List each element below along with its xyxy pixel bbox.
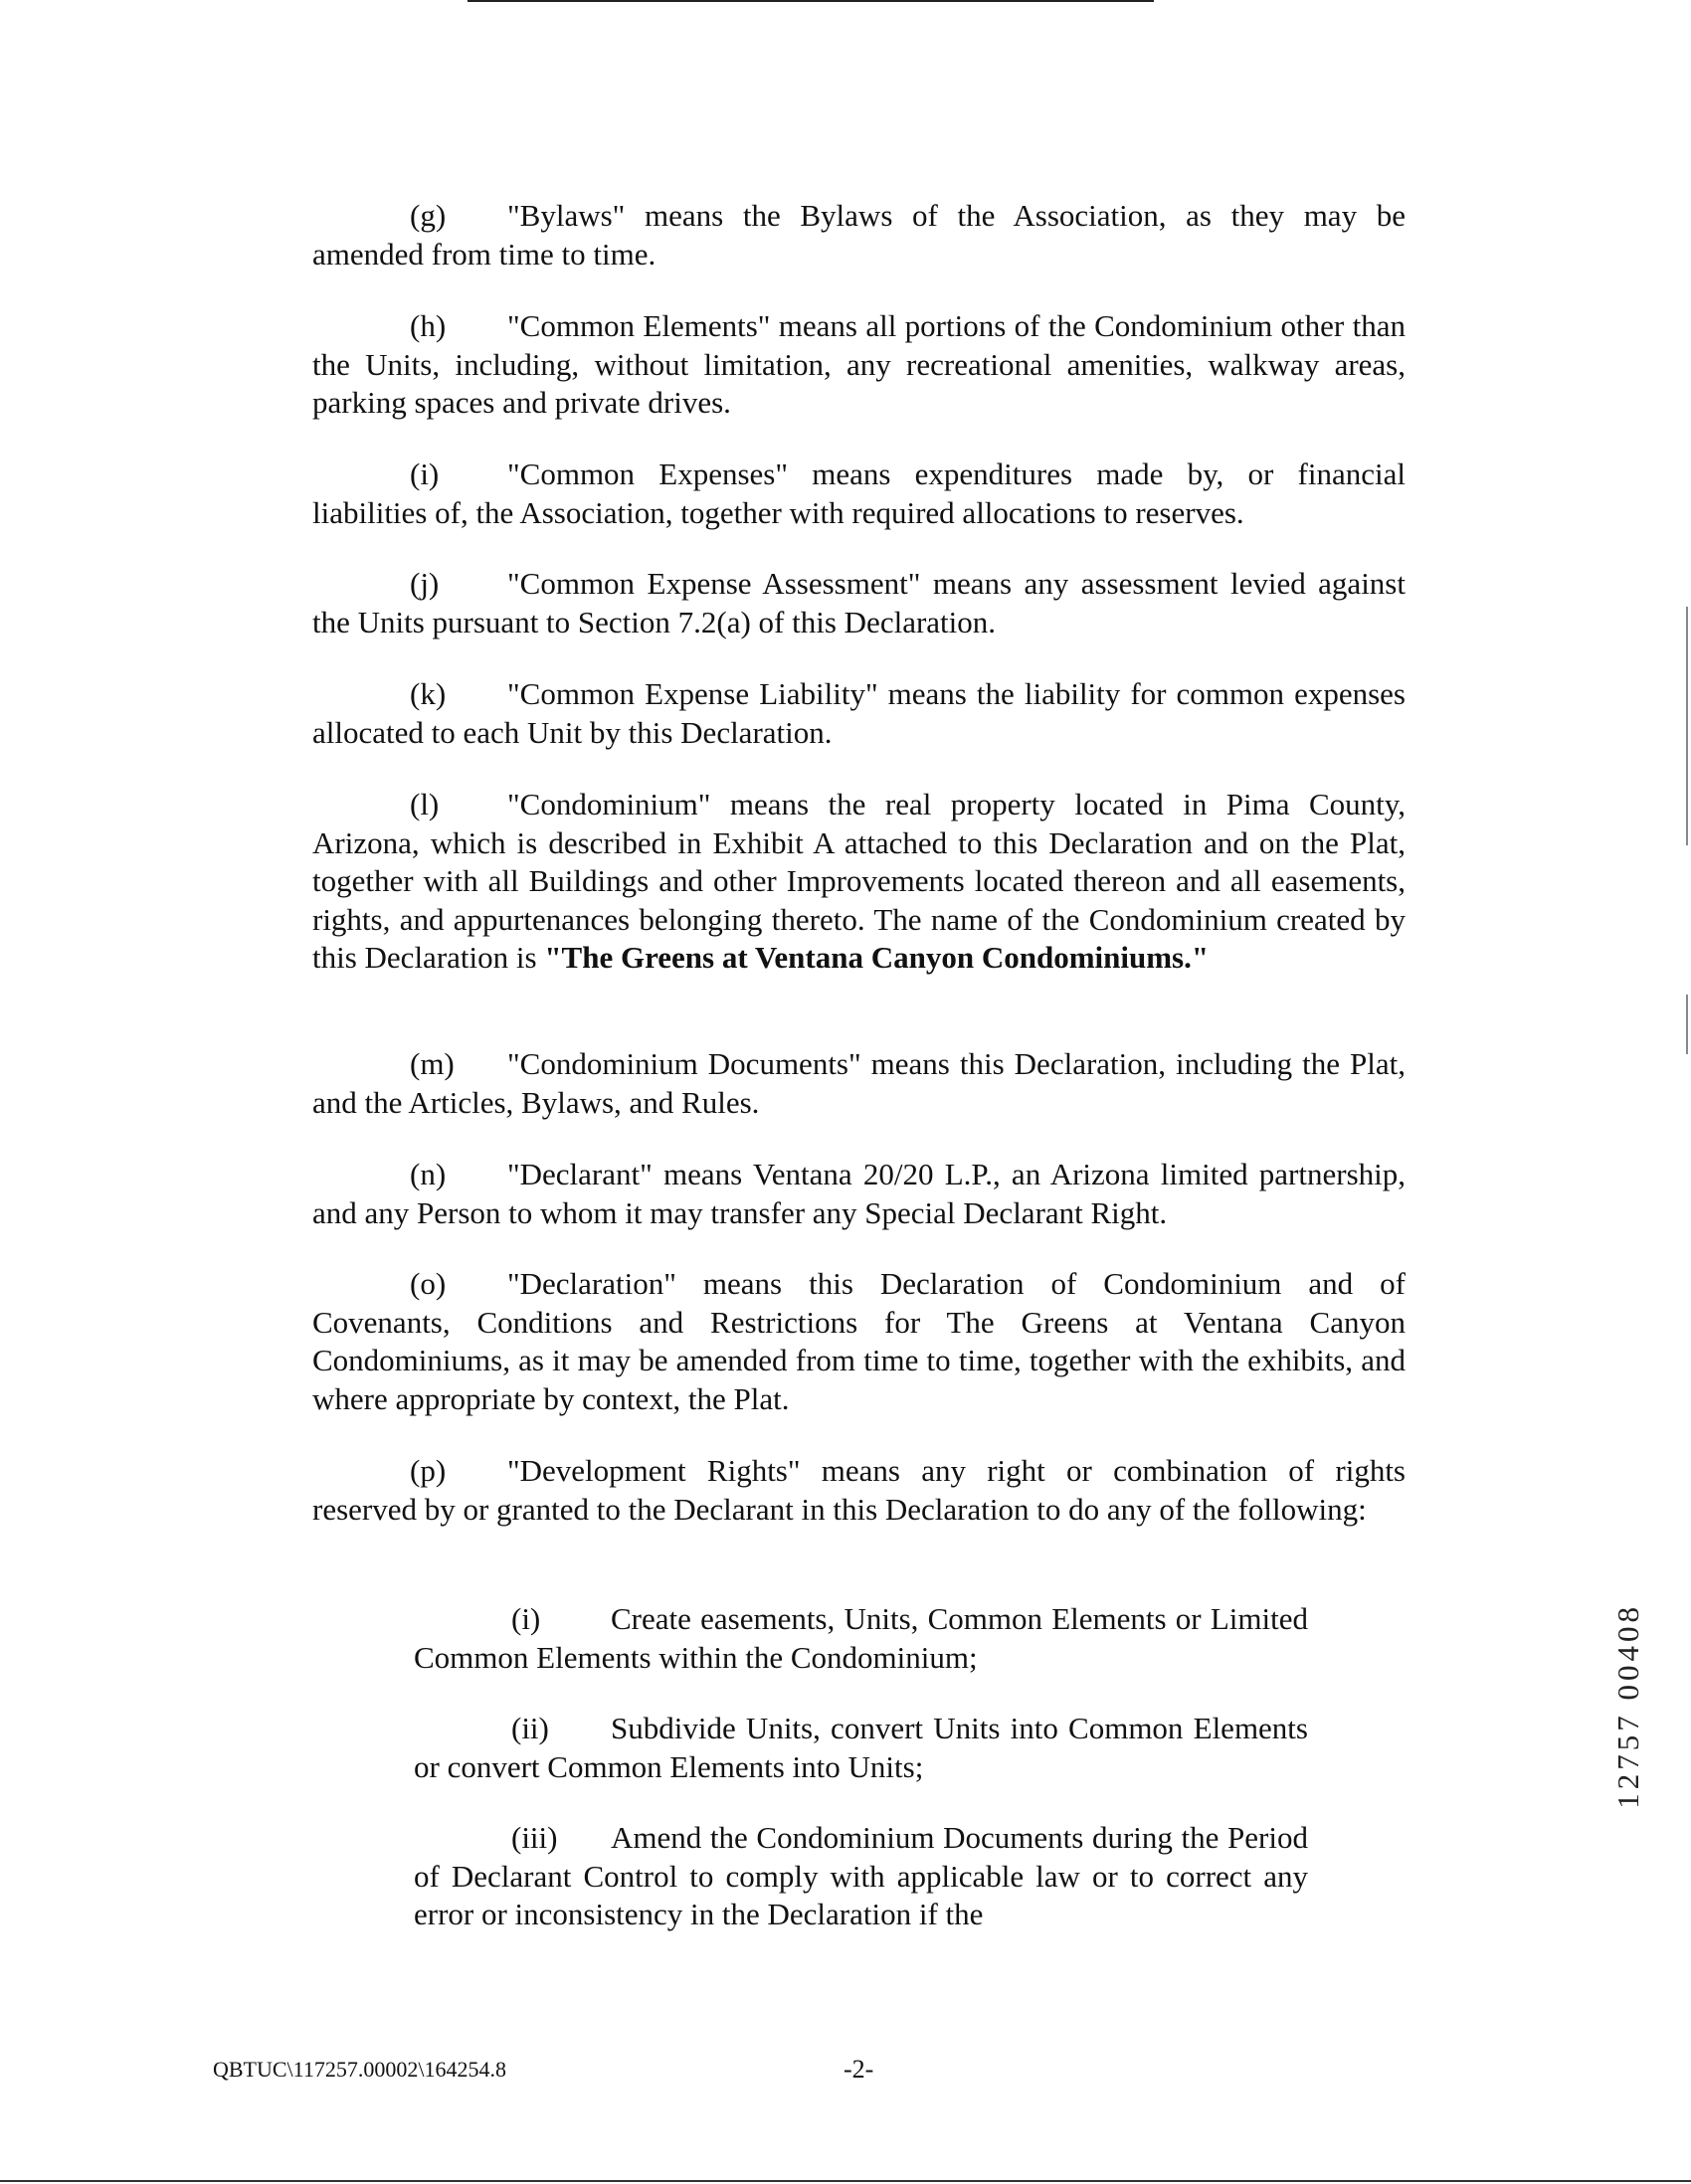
definition-text: "Development Rights" means any right or combination of rights reserved by or granted to the Declarant in this Declaration to do any of the following: xyxy=(312,1453,1406,1527)
subitem-i xyxy=(414,1600,1308,1677)
definition-label: (l) xyxy=(410,787,440,821)
recording-stamp: 12757 00408 xyxy=(1610,1603,1645,1809)
definition-label: (i) xyxy=(410,456,440,491)
definition-text: "Condominium" means the real property located in Pima County, Arizona, which is described in Exhibit A attached to this Declaration and on the Plat, together with all Buildings and other Improvements located thereon and all easements, rights, and appurtenances belonging thereto. The name of the Condominium created by this Declaration is xyxy=(312,787,1406,975)
page-number: -2- xyxy=(844,2055,874,2084)
subitem-ii xyxy=(414,1710,1308,1786)
subitem-label: (i) xyxy=(511,1601,541,1636)
condominium-name: "The Greens at Ventana Canyon Condominiums." xyxy=(544,940,1210,975)
definition-p xyxy=(312,1452,1406,1529)
definition-text: "Bylaws" means the Bylaws of the Association, as they may be amended from time to time. xyxy=(312,198,1406,272)
definition-j xyxy=(312,565,1406,641)
subitem-iii xyxy=(414,1819,1308,1934)
definition-label: (n) xyxy=(410,1157,447,1191)
bottom-rule xyxy=(0,2180,1691,2182)
definition-text: "Declarant" means Ventana 20/20 L.P., an Arizona limited partnership, and any Person to whom it may transfer any Special Declarant Right. xyxy=(312,1157,1406,1230)
definition-g xyxy=(312,197,1406,273)
definition-text: "Condominium Documents" means this Declaration, including the Plat, and the Articles, Bylaws, and Rules. xyxy=(312,1046,1406,1120)
margin-mark xyxy=(1686,995,1688,1054)
definition-h xyxy=(312,307,1406,423)
subitem-text: Amend the Condominium Documents during the Period of Declarant Control to comply with applicable law or to correct any error or inconsistency in the Declaration if the xyxy=(414,1820,1308,1931)
definition-text: "Declaration" means this Declaration of Condominium and of Covenants, Conditions and Restrictions for The Greens at Ventana Canyon Condominiums, as it may be amended from time to time, together with the exhibits, and where appropriate by context, the Plat. xyxy=(312,1266,1406,1416)
definition-label: (h) xyxy=(410,308,447,343)
definition-label: (o) xyxy=(410,1266,447,1301)
top-rule xyxy=(468,0,1154,2)
definition-label: (g) xyxy=(410,198,447,233)
definition-i xyxy=(312,455,1406,532)
document-id: QBTUC\117257.00002\164254.8 xyxy=(213,2057,506,2082)
definition-label: (k) xyxy=(410,676,447,711)
definition-o xyxy=(312,1265,1406,1418)
subitem-text: Create easements, Units, Common Elements or Limited Common Elements within the Condominium; xyxy=(414,1601,1308,1675)
definition-label: (p) xyxy=(410,1453,447,1488)
definition-text: "Common Elements" means all portions of the Condominium other than the Units, including, without limitation, any recreational amenities, walkway areas, parking spaces and private drives. xyxy=(312,308,1406,420)
margin-mark xyxy=(1686,607,1688,845)
definition-n xyxy=(312,1156,1406,1232)
definition-label: (m) xyxy=(410,1046,455,1081)
subitem-label: (ii) xyxy=(511,1711,549,1745)
definition-l xyxy=(312,786,1406,978)
subitem-label: (iii) xyxy=(511,1820,558,1855)
definition-text: "Common Expenses" means expenditures made by, or financial liabilities of, the Association, together with required allocations to reserves. xyxy=(312,456,1406,530)
definition-text: "Common Expense Assessment" means any assessment levied against the Units pursuant to Section 7.2(a) of this Declaration. xyxy=(312,566,1406,639)
definition-k xyxy=(312,675,1406,752)
definition-label: (j) xyxy=(410,566,440,601)
subitem-text: Subdivide Units, convert Units into Common Elements or convert Common Elements into Units; xyxy=(414,1711,1308,1784)
definition-text: "Common Expense Liability" means the liability for common expenses allocated to each Unit by this Declaration. xyxy=(312,676,1406,750)
definition-m xyxy=(312,1045,1406,1122)
